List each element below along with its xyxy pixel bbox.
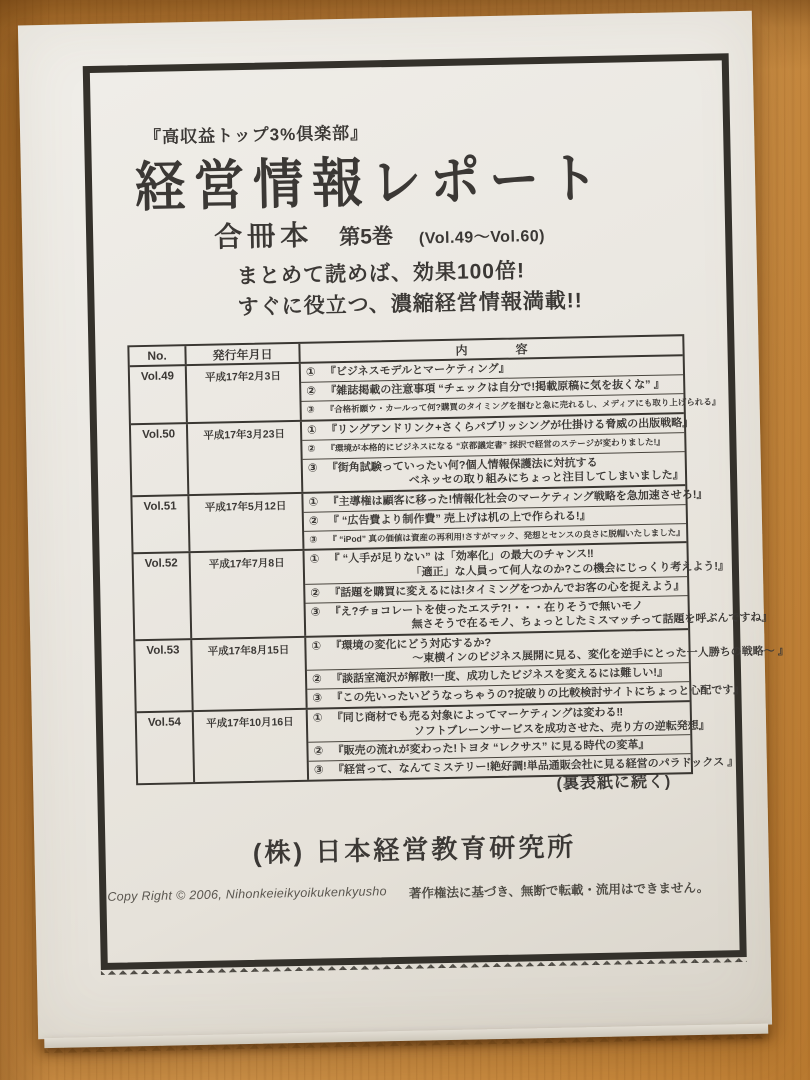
copyright-japanese: 著作権法に基づき、無断で転載・流用はできません。	[408, 880, 710, 901]
item-title-line: 『環境が本格的にビジネスになる “京都議定書” 採択で経営のステージが変わりました!』	[326, 436, 665, 454]
volume-number: Vol.52	[134, 554, 193, 639]
item-title-continuation: ベネッセの取り組みにちょっと注目してしまいました』	[408, 469, 684, 487]
subtitle-row	[214, 209, 546, 256]
item-number: ②	[310, 587, 321, 600]
content-item	[306, 596, 773, 636]
item-title	[329, 598, 773, 634]
item-title-continuation: 無さそうで在るモノ、ちょっとしたミスマッチって話題を呼ぶんですね』	[411, 611, 773, 631]
contents-table	[127, 334, 789, 786]
tagline-line2: すぐに役立つ、濃縮経営情報満載!!	[237, 289, 583, 320]
item-number: ③	[312, 692, 323, 705]
item-title-line: 『合格祈願ウ・カールって何?購買のタイミングを掴むと急に売れるし、メディアにも取り上げられる』	[325, 396, 721, 415]
content-item	[303, 452, 686, 492]
item-number: ③	[309, 534, 318, 546]
header-no: No.	[129, 346, 186, 365]
item-title	[330, 632, 789, 668]
issue-date: 平成17年8月15日	[192, 638, 307, 711]
item-title-line: 『雑誌掲載の注意事項 “チェックは自分で!掲載原稿に気を抜くな” 』	[325, 378, 665, 398]
issue-date: 平成17年2月3日	[187, 364, 302, 422]
item-number: ②	[311, 673, 322, 686]
header-issue-date: 発行年月日	[186, 344, 300, 364]
content-items	[305, 544, 773, 636]
item-title-line: 『この先いったいどうなっちゃうの?掟破りの比較検討サイトにちょっと心配です』	[331, 683, 745, 705]
issue-date: 平成17年3月23日	[188, 422, 303, 494]
item-title	[327, 454, 683, 490]
item-title-line: 『環境の変化にどう対応するか?	[330, 636, 492, 653]
report-cover-page	[18, 11, 789, 1040]
table-row	[134, 544, 773, 641]
table-row	[135, 630, 789, 713]
volume-range-label: (Vol.49〜Vol.60)	[418, 227, 546, 248]
item-title-continuation: 〜東横インのビジネス展開に見る、変化を逆手にとった一人勝ちの戦略〜 』	[412, 645, 789, 665]
item-title-line: 『同じ商材でも売る対象によってマーケティングは変わる‼	[331, 706, 624, 725]
continuation-note: (裏表紙に続く)	[556, 773, 672, 793]
item-number: ②	[313, 745, 324, 758]
item-number: ③	[310, 606, 321, 619]
item-title	[331, 704, 710, 740]
company-name: (株) 日本経営教育研究所	[252, 831, 577, 868]
item-number: ①	[312, 712, 323, 725]
item-title-line: 『談話室滝沢が解散!一度、成功したビジネスを変えるには難しい!』	[330, 666, 669, 686]
booklet-page-edges	[44, 1024, 768, 1049]
issue-date: 平成17年5月12日	[189, 493, 304, 551]
item-number: ①	[306, 424, 317, 437]
item-title-line: 『話題を購買に変えるには!タイミングをつかんでお客の心を捉えよう』	[329, 579, 685, 599]
item-number: ①	[311, 640, 322, 653]
content-items	[301, 356, 721, 420]
item-title-line: 『街角試験っていったい何?個人情報保護法に対抗する	[326, 456, 598, 474]
item-title-line: 『え?チョコレートを使ったエステ?!・・・在りそうで無いモノ	[329, 599, 644, 619]
volume-number: Vol.49	[130, 366, 188, 423]
item-title-continuation: 「適正」な人員って何人なのか?この機会にじっくり考えよう!』	[410, 560, 730, 579]
item-title-line: 『経営って、なんてミステリー!絶好調!単品通販会社に見る経営のパラドックス 』	[332, 756, 739, 777]
volume-number: Vol.53	[135, 640, 193, 712]
volume-number: Vol.50	[131, 424, 189, 495]
item-title-line: 『 “広告費より制作費” 売上げは机の上で作られる!』	[327, 509, 591, 528]
report-title: 経営情報レポート	[134, 147, 608, 218]
report-table-body	[130, 356, 789, 783]
content-items	[302, 414, 694, 491]
item-title-line: 『 “iPod” 真の価値は資産の再利用!さすがマック、発想とセンスの良さに脱帽いたしました』	[328, 527, 685, 545]
tagline-line1: まとめて読めば、効果100倍!	[236, 259, 526, 289]
item-number: ③	[306, 404, 315, 417]
volume-number: Vol.54	[137, 712, 195, 784]
item-number: ②	[307, 443, 316, 455]
content-items	[306, 630, 789, 708]
issue-date: 平成17年7月8日	[191, 551, 307, 638]
item-number: ①	[305, 366, 316, 379]
item-number: ①	[309, 554, 320, 567]
tagline	[237, 254, 583, 323]
item-title-continuation: ソフトブレーンサービスを成功させた、売り方の逆転発想』	[413, 719, 710, 738]
copyright-english: Copy Right © 2006, Nihonkeieikyoikukenkyusho	[107, 884, 388, 904]
item-number: ②	[308, 515, 319, 528]
item-number: ③	[307, 462, 318, 475]
item-title-line: 『主導権は顧客に移った!情報化社会のマーケティング戦略を急加速させろ!』	[327, 488, 708, 508]
item-number: ③	[313, 764, 324, 777]
item-title-line: 『 “人手が足りない” は「効率化」の最大のチャンス‼	[328, 548, 594, 566]
item-title-line: 『販売の流れが変わった!トヨタ “レクサス” に見る時代の変革』	[332, 739, 650, 758]
volume-number: Vol.51	[132, 496, 190, 553]
club-name: 『高収益トップ3%倶楽部』	[143, 123, 369, 147]
header-contents: 内 容	[455, 341, 546, 358]
edition-label: 合冊本	[213, 219, 314, 253]
item-number: ②	[306, 385, 317, 398]
item-number: ①	[308, 496, 319, 509]
content-items	[303, 486, 708, 550]
table-row	[131, 414, 694, 497]
item-title-line: 『ビジネスモデルとマーケティング』	[324, 362, 510, 379]
item-title-line: 『リングアンドリンク+さくらパブリッシングが仕掛ける脅威の出版戦略』	[325, 416, 694, 437]
item-title	[328, 546, 730, 582]
volume-label: 第5巻	[339, 224, 394, 250]
issue-date: 平成17年10月16日	[194, 710, 309, 783]
